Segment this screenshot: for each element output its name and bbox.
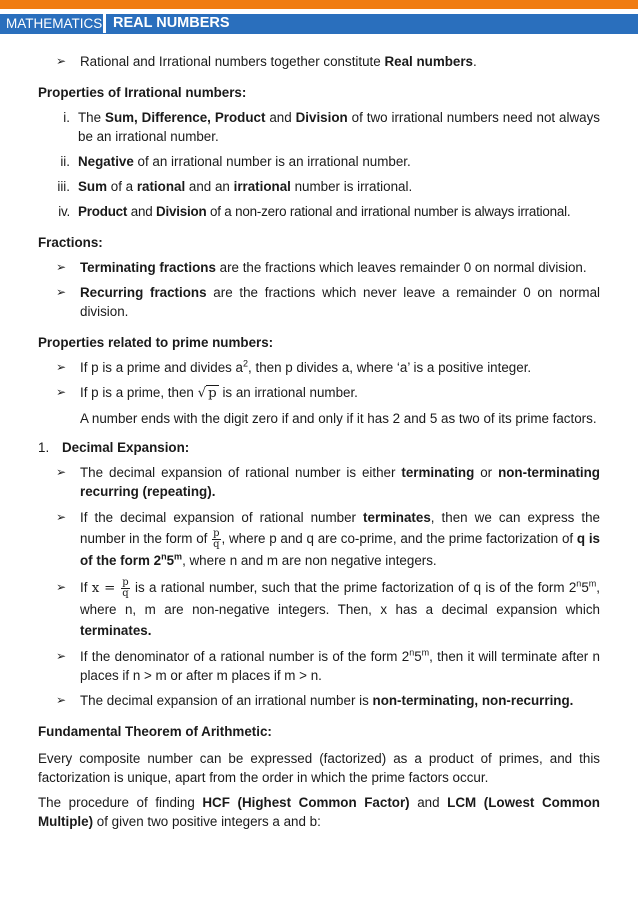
- superscript: n: [161, 551, 167, 562]
- fractions-item-1: [38, 258, 600, 277]
- bold-text: LCM (Lowest Common Multiple): [38, 794, 600, 829]
- prime-item-3: A number ends with the digit zero if and only if it has 2 and 5 as two of its prime factors.: [80, 411, 597, 426]
- decimal-bullet-2: [38, 507, 600, 571]
- denominator: q: [213, 538, 220, 550]
- section-title: Decimal Expansion:: [62, 440, 190, 455]
- arrow-bullet-icon: ➢: [56, 360, 67, 374]
- header-orange-bar: [0, 0, 638, 9]
- superscript: m: [588, 578, 597, 589]
- text: , where p and q are co-prime, and the prime factorization of: [221, 531, 577, 546]
- decimal-bullet-1: [38, 463, 600, 501]
- bold-text: non-terminating recurring (repeating).: [80, 465, 600, 499]
- text: If p is a prime and divides a: [80, 360, 244, 375]
- bold-text: q is of the form 2: [80, 531, 600, 568]
- topic-title: REAL NUMBERS: [106, 14, 638, 33]
- fraction-p-over-q: [212, 529, 220, 550]
- intro-text: Rational and Irrational numbers together constitute: [80, 54, 385, 69]
- arrow-bullet-icon: ➢: [56, 510, 67, 524]
- text: of a non-zero rational and irrational number is always irrational.: [206, 204, 571, 219]
- fta-paragraph-2: [38, 793, 600, 831]
- text: If p is a prime, then: [80, 385, 198, 400]
- text: are the fractions which never leave a remainder 0 on normal division.: [80, 285, 600, 319]
- text: number is irrational.: [290, 179, 413, 194]
- fta-paragraph-1: Every composite number can be expressed (factorized) as a product of primes, and this factorization is unique, apart from the order in which the prime factors occur.: [38, 750, 600, 785]
- numerator: p: [213, 527, 220, 539]
- page-header: [0, 0, 638, 34]
- bold-text: Sum: [78, 179, 108, 194]
- irrational-item-3: [38, 177, 600, 196]
- bold-text: Terminating fractions: [80, 260, 216, 275]
- arrow-bullet-icon: ➢: [56, 648, 67, 663]
- bold-text: Product: [78, 204, 128, 219]
- bold-text: non-terminating, non-recurring.: [372, 692, 574, 708]
- irrational-item-1: [38, 108, 600, 146]
- bold-text: Division: [295, 110, 348, 125]
- prime-heading: Properties related to prime numbers:: [38, 335, 274, 350]
- text: of an irrational number is an irrational number.: [133, 154, 411, 169]
- arrow-bullet-icon: ➢: [56, 285, 67, 299]
- decimal-heading: [38, 438, 600, 457]
- bold-text: terminating: [401, 465, 475, 480]
- text: , then it will terminate after n places if n > m or after m places if m > n.: [80, 648, 600, 683]
- intro-bold: Real numbers: [384, 54, 474, 69]
- bold-text: Negative: [78, 154, 134, 169]
- superscript: m: [174, 551, 183, 562]
- fta-heading: Fundamental Theorem of Arithmetic:: [38, 723, 272, 739]
- text: and: [265, 110, 296, 125]
- text: The procedure of finding: [38, 794, 203, 810]
- math-variable: x: [91, 580, 100, 596]
- text: If the decimal expansion of rational number: [80, 510, 364, 525]
- bold-text: HCF (Highest Common Factor): [202, 794, 410, 810]
- irrational-heading: Properties of Irrational numbers:: [38, 85, 247, 100]
- header-rule: [0, 33, 638, 34]
- text: , then we can express the number in the form of: [80, 510, 600, 546]
- text: , where n and m are non negative integers.: [182, 552, 437, 568]
- text: 5: [414, 648, 422, 664]
- decimal-bullet-3: [38, 577, 600, 641]
- irrational-item-2: [38, 152, 600, 171]
- superscript: m: [421, 647, 430, 658]
- superscript: n: [409, 647, 415, 658]
- bold-text: Recurring fractions: [80, 285, 207, 300]
- text: and: [127, 204, 156, 219]
- arrow-bullet-icon: ➢: [56, 579, 67, 594]
- arrow-bullet-icon: ➢: [56, 465, 67, 479]
- square-root: √ p: [197, 386, 217, 401]
- text: , then p divides a, where ‘a’ is a positive integer.: [248, 360, 532, 375]
- document-body: [38, 52, 600, 831]
- text: The: [78, 110, 106, 125]
- text: is a rational number, such that the prime factorization of q is of the form 2: [130, 579, 577, 595]
- text: The decimal expansion of an irrational number is: [80, 692, 373, 708]
- intro-end: .: [473, 54, 477, 69]
- prime-item-2: [38, 383, 600, 403]
- text: , where n, m are non-negative integers. Then, x has a decimal expansion which: [80, 579, 600, 617]
- fractions-heading: Fractions:: [38, 235, 103, 250]
- fractions-item-2: [38, 283, 600, 321]
- bold-text: terminates.: [80, 622, 152, 638]
- item-number: ii.: [60, 154, 70, 169]
- arrow-bullet-icon: ➢: [56, 385, 67, 399]
- bold-text: 5: [166, 552, 175, 568]
- bold-text: terminates: [363, 510, 431, 525]
- item-number: iv.: [58, 204, 70, 219]
- text: is an irrational number.: [218, 385, 358, 400]
- equals-sign: =: [99, 580, 121, 596]
- arrow-bullet-icon: ➢: [56, 260, 67, 274]
- arrow-bullet-icon: ➢: [56, 692, 67, 707]
- bold-text: Sum, Difference, Product: [105, 110, 266, 125]
- item-number: iii.: [57, 179, 70, 194]
- text: and an: [185, 179, 234, 194]
- denominator: q: [122, 587, 129, 599]
- subject-label: MATHEMATICS: [0, 14, 103, 33]
- text: and: [409, 794, 448, 810]
- bold-text: rational: [136, 179, 186, 194]
- text: are the fractions which leaves remainder 0 on normal division.: [215, 260, 587, 275]
- intro-bullet: [38, 52, 600, 71]
- decimal-bullet-4: [38, 647, 600, 685]
- arrow-bullet-icon: ➢: [56, 54, 67, 68]
- numerator: p: [122, 576, 129, 588]
- text: If: [80, 579, 92, 595]
- section-number: 1.: [38, 440, 50, 455]
- decimal-bullet-5: [38, 691, 600, 710]
- bold-text: Division: [156, 204, 207, 219]
- superscript: n: [576, 578, 582, 589]
- text: of a: [107, 179, 137, 194]
- text: If the denominator of a rational number is of the form 2: [80, 648, 410, 664]
- text: 5: [581, 579, 589, 595]
- irrational-item-4: [38, 202, 600, 221]
- superscript: 2: [243, 358, 249, 369]
- text: The decimal expansion of rational number is either: [80, 465, 402, 480]
- prime-item-1: [38, 358, 600, 377]
- text: or: [474, 465, 499, 480]
- fraction-p-over-q: [121, 578, 129, 599]
- bold-text: irrational: [233, 179, 291, 194]
- radicand: p: [208, 386, 217, 401]
- text: of two irrational numbers need not always be an irrational number.: [78, 110, 600, 144]
- item-number: i.: [63, 110, 70, 125]
- text: of given two positive integers a and b:: [93, 813, 321, 829]
